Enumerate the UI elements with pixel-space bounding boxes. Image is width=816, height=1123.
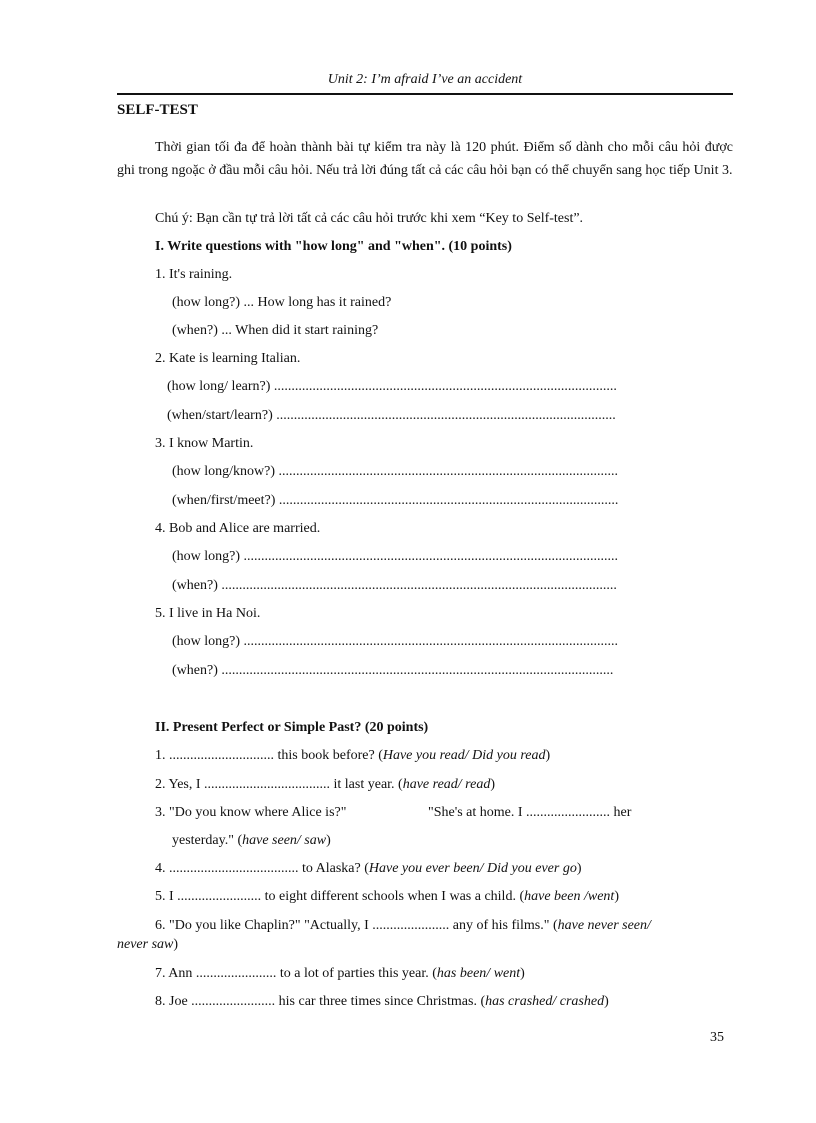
s2-item4-hint: Have you ever been/ Did you ever go (368, 861, 577, 876)
s2-item2-end: ) (490, 777, 495, 792)
s1-item3-line2: (when/first/meet?) ................................................................................................. (172, 493, 619, 508)
intro-paragraph: Thời gian tối đa để hoàn thành bài tự kiểm tra này là 120 phút. Điểm số dành cho mỗi câu hỏi được ghi trong ngoặc ở đầu mỗi câu hỏi. Nếu trả lời đúng tất cả các câu hỏi bạn có thể chuyển sang học tiếp Unit 3. (117, 140, 733, 178)
s2-item1-text: 1. .............................. this book before? ( (155, 748, 383, 763)
s1-item3-line1: (how long/know?) ................................................................................................. (172, 464, 619, 479)
s2-item5 (155, 888, 619, 906)
s1-item4-line1: (how long?) ........................................................................................................... (172, 549, 619, 564)
s2-item3-c-text: yesterday." ( (172, 833, 243, 848)
s2-item6-b (117, 936, 178, 954)
s2-item1 (155, 747, 550, 765)
s1-item4-line2: (when?) ................................................................................................................. (172, 578, 617, 593)
s2-item3-a: 3. "Do you know where Alice is?" (155, 805, 347, 820)
s1-item2-stem: 2. Kate is learning Italian. (155, 351, 301, 366)
s2-item4-text: 4. ..................................... to Alaska? ( (155, 861, 369, 876)
s2-item8 (155, 993, 609, 1011)
running-header: Unit 2: I’m afraid I’ve an accident (327, 72, 523, 87)
s2-item4-end: ) (576, 861, 582, 876)
s2-item6-text: 6. "Do you like Chaplin?" "Actually, I ...................... any of his films." ( (155, 918, 558, 933)
section2-heading: II. Present Perfect or Simple Past? (20 points) (155, 720, 429, 735)
s2-item3-b: "She's at home. I ........................ her (428, 805, 632, 820)
s2-item8-text: 8. Joe ........................ his car three times since Christmas. ( (155, 994, 486, 1009)
header-rule (117, 93, 733, 95)
s1-item1-line1: (how long?) ... How long has it rained? (172, 295, 392, 310)
page-number: 35 (710, 1030, 724, 1045)
s1-item5-stem: 5. I live in Ha Noi. (155, 606, 261, 621)
s2-item1-hint: Have you read/ Did you read (382, 748, 546, 763)
s1-item1-line2: (when?) ... When did it start raining? (172, 323, 379, 338)
s2-item2 (155, 776, 495, 794)
s2-item8-end: ) (604, 994, 609, 1009)
s2-item4 (155, 860, 582, 878)
s2-item1-end: ) (545, 748, 551, 763)
s2-item5-text: 5. I ........................ to eight different schools when I was a child. ( (155, 889, 525, 904)
s2-item8-hint: has crashed/ crashed (485, 994, 605, 1009)
s1-item4-stem: 4. Bob and Alice are married. (155, 521, 321, 536)
section1-heading: I. Write questions with "how long" and "when". (10 points) (155, 239, 512, 254)
s1-item1-stem: 1. It's raining. (155, 267, 233, 282)
s1-item2-line1: (how long/ learn?) .................................................................................................. (167, 379, 617, 394)
s1-item5-line1: (how long?) ........................................................................................................... (172, 634, 619, 649)
s2-item7-end: ) (520, 966, 525, 981)
s2-item3-hint: have seen/ saw (242, 833, 327, 848)
s2-item6-hint-cont: never saw (117, 937, 174, 952)
note: Chú ý: Bạn cần tự trả lời tất cả các câu hỏi trước khi xem “Key to Self-test”. (155, 211, 584, 226)
s2-item6-a (155, 917, 651, 935)
s2-item2-hint: have read/ read (402, 777, 491, 792)
s2-item6-hint: have never seen/ (557, 918, 651, 933)
s2-item7-hint: has been/ went (436, 966, 521, 981)
s2-item7 (155, 965, 525, 983)
s2-item5-hint: have been /went (524, 889, 615, 904)
s1-item2-line2: (when/start/learn?) ................................................................................................. (167, 408, 616, 423)
s1-item3-stem: 3. I know Martin. (155, 436, 254, 451)
s2-item5-end: ) (614, 889, 619, 904)
s1-item5-line2: (when?) ................................................................................................................ (172, 663, 614, 678)
s2-item6-end: ) (173, 937, 179, 952)
page-title: SELF-TEST (117, 102, 198, 118)
s2-item3-end: ) (326, 833, 331, 848)
s2-item2-text: 2. Yes, I .................................... it last year. ( (155, 777, 403, 792)
s2-item7-text: 7. Ann ....................... to a lot of parties this year. ( (155, 966, 437, 981)
s2-item3-c (172, 832, 331, 850)
